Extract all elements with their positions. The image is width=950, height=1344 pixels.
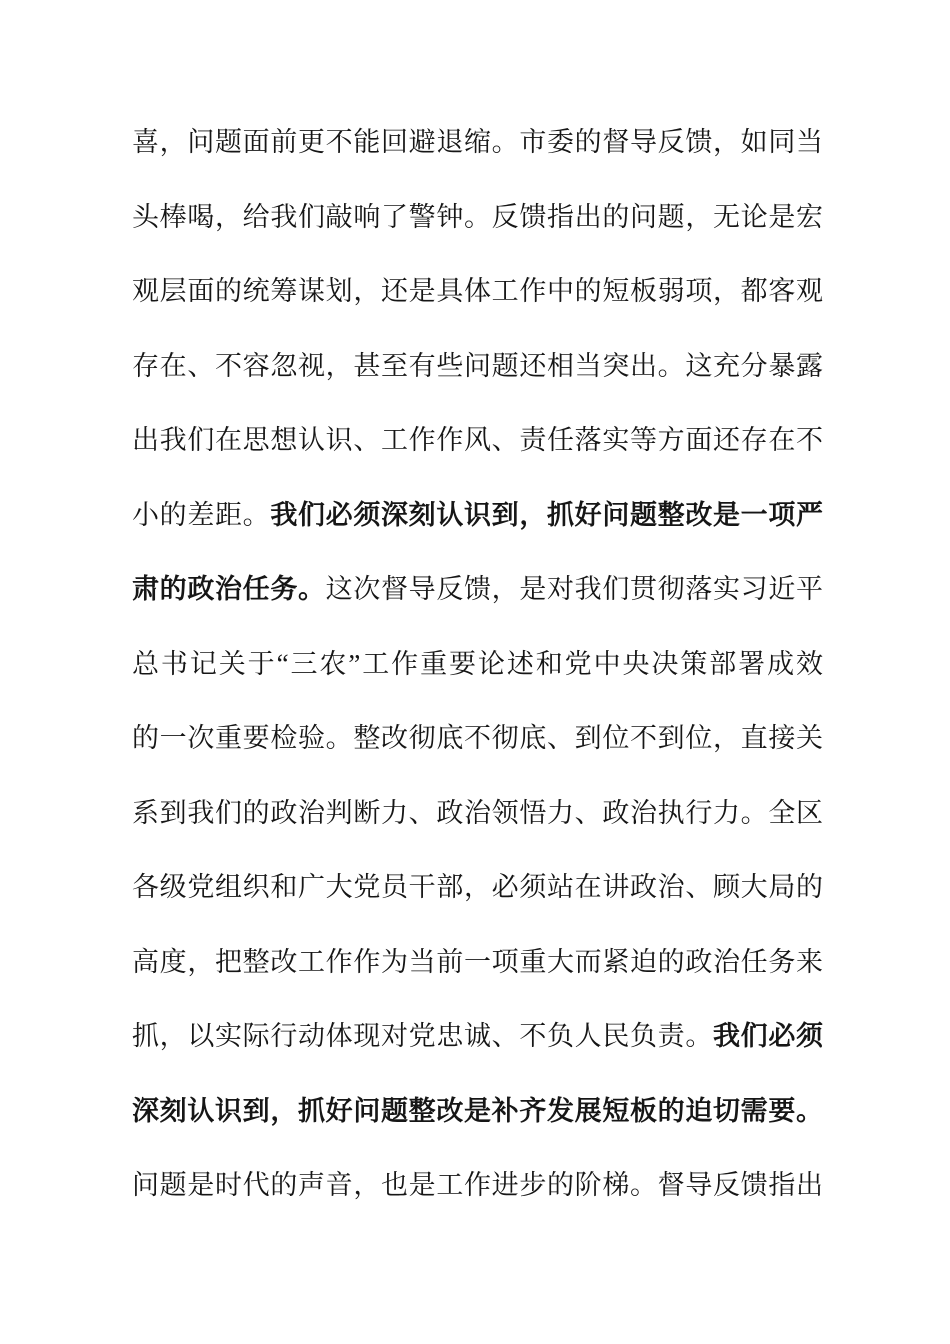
text-segment: 存在、不容忽视，甚至有些问题还相当突出。这充分暴露 (132, 350, 823, 381)
text-line (132, 1148, 823, 1223)
text-segment: 小的差距。 (132, 499, 271, 530)
text-line (132, 403, 823, 478)
text-segment: 系到我们的政治判断力、政治领悟力、政治执行力。全区 (132, 797, 823, 828)
text-line (132, 254, 823, 329)
text-segment: 总书记关于“三农”工作重要论述和党中央决策部署成效 (132, 648, 823, 679)
document-text-block (132, 105, 823, 1223)
text-line (132, 701, 823, 776)
text-segment-bold: 深刻认识到，抓好问题整改是补齐发展短板的迫切需要。 (132, 1095, 823, 1126)
text-segment: 这次督导反馈，是对我们贯彻落实习近平 (325, 574, 823, 604)
text-line (132, 478, 823, 553)
text-segment: 各级党组织和广大党员干部，必须站在讲政治、顾大局的 (132, 872, 823, 902)
text-line (132, 1074, 823, 1149)
text-line (132, 925, 823, 1000)
text-segment: 抓，以实际行动体现对党忠诚、不负人民负责。 (132, 1021, 713, 1051)
text-line (132, 180, 823, 255)
text-segment: 的一次重要检验。整改彻底不彻底、到位不到位，直接关 (132, 723, 823, 753)
text-line (132, 850, 823, 925)
text-line (132, 999, 823, 1074)
text-segment: 喜，问题面前更不能回避退缩。市委的督导反馈，如同当 (132, 127, 823, 157)
text-segment: 头棒喝，给我们敲响了警钟。反馈指出的问题，无论是宏 (132, 201, 823, 232)
text-segment: 观层面的统筹谋划，还是具体工作中的短板弱项，都客观 (132, 276, 823, 306)
text-segment-bold: 我们必须深刻认识到，抓好问题整改是一项严 (270, 499, 823, 530)
text-segment: 高度，把整改工作作为当前一项重大而紧迫的政治任务来 (132, 946, 823, 977)
text-line (132, 627, 823, 702)
text-line (132, 329, 823, 404)
text-line (132, 105, 823, 180)
text-line (132, 552, 823, 627)
text-line (132, 776, 823, 851)
text-segment: 出我们在思想认识、工作作风、责任落实等方面还存在不 (132, 425, 823, 455)
text-segment-bold: 肃的政治任务。 (132, 574, 326, 604)
text-segment-bold: 我们必须 (713, 1021, 823, 1051)
text-segment: 问题是时代的声音，也是工作进步的阶梯。督导反馈指出 (132, 1170, 823, 1200)
